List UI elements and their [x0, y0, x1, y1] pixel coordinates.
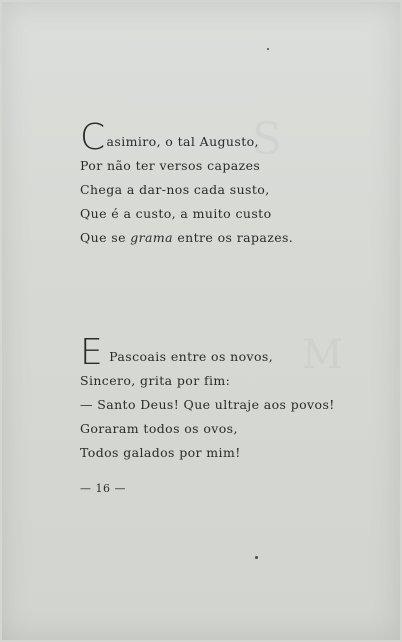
poem-line — [80, 332, 335, 373]
stanza-pascoais — [80, 332, 335, 465]
poem-line-text: Que se — [80, 230, 131, 245]
poem-line-text: Pascoais entre os novos, — [109, 349, 274, 364]
poem-line-text: entre os rapazes. — [173, 230, 294, 245]
poem-line: Chega a dar-nos cada susto, — [80, 182, 270, 197]
poem-line: Todos galados por mim! — [80, 445, 241, 460]
poem-line: Sincero, grita por fim: — [80, 373, 231, 388]
poem-line — [80, 226, 293, 250]
bleed-through-mark: M — [302, 332, 343, 378]
emphasized-word: grama — [130, 230, 174, 245]
poem-line-text: asimiro, o tal Augusto, — [106, 134, 259, 149]
poem-line: Por não ter versos capazes — [80, 158, 261, 173]
poem-line — [80, 117, 293, 158]
page-number: — 16 — — [80, 482, 126, 495]
paper-speck — [255, 556, 258, 559]
poem-line: Que é a custo, a muito custo — [80, 206, 272, 221]
stanza-casimiro — [80, 117, 294, 250]
drop-cap: C — [80, 117, 106, 158]
drop-cap: E — [80, 332, 104, 373]
poem-line: Goraram todos os ovos, — [80, 421, 238, 436]
bleed-through-mark: S — [252, 114, 283, 165]
poem-line: — Santo Deus! Que ultraje aos povos! — [80, 397, 335, 412]
paper-speck — [267, 48, 269, 50]
book-page — [2, 2, 400, 640]
